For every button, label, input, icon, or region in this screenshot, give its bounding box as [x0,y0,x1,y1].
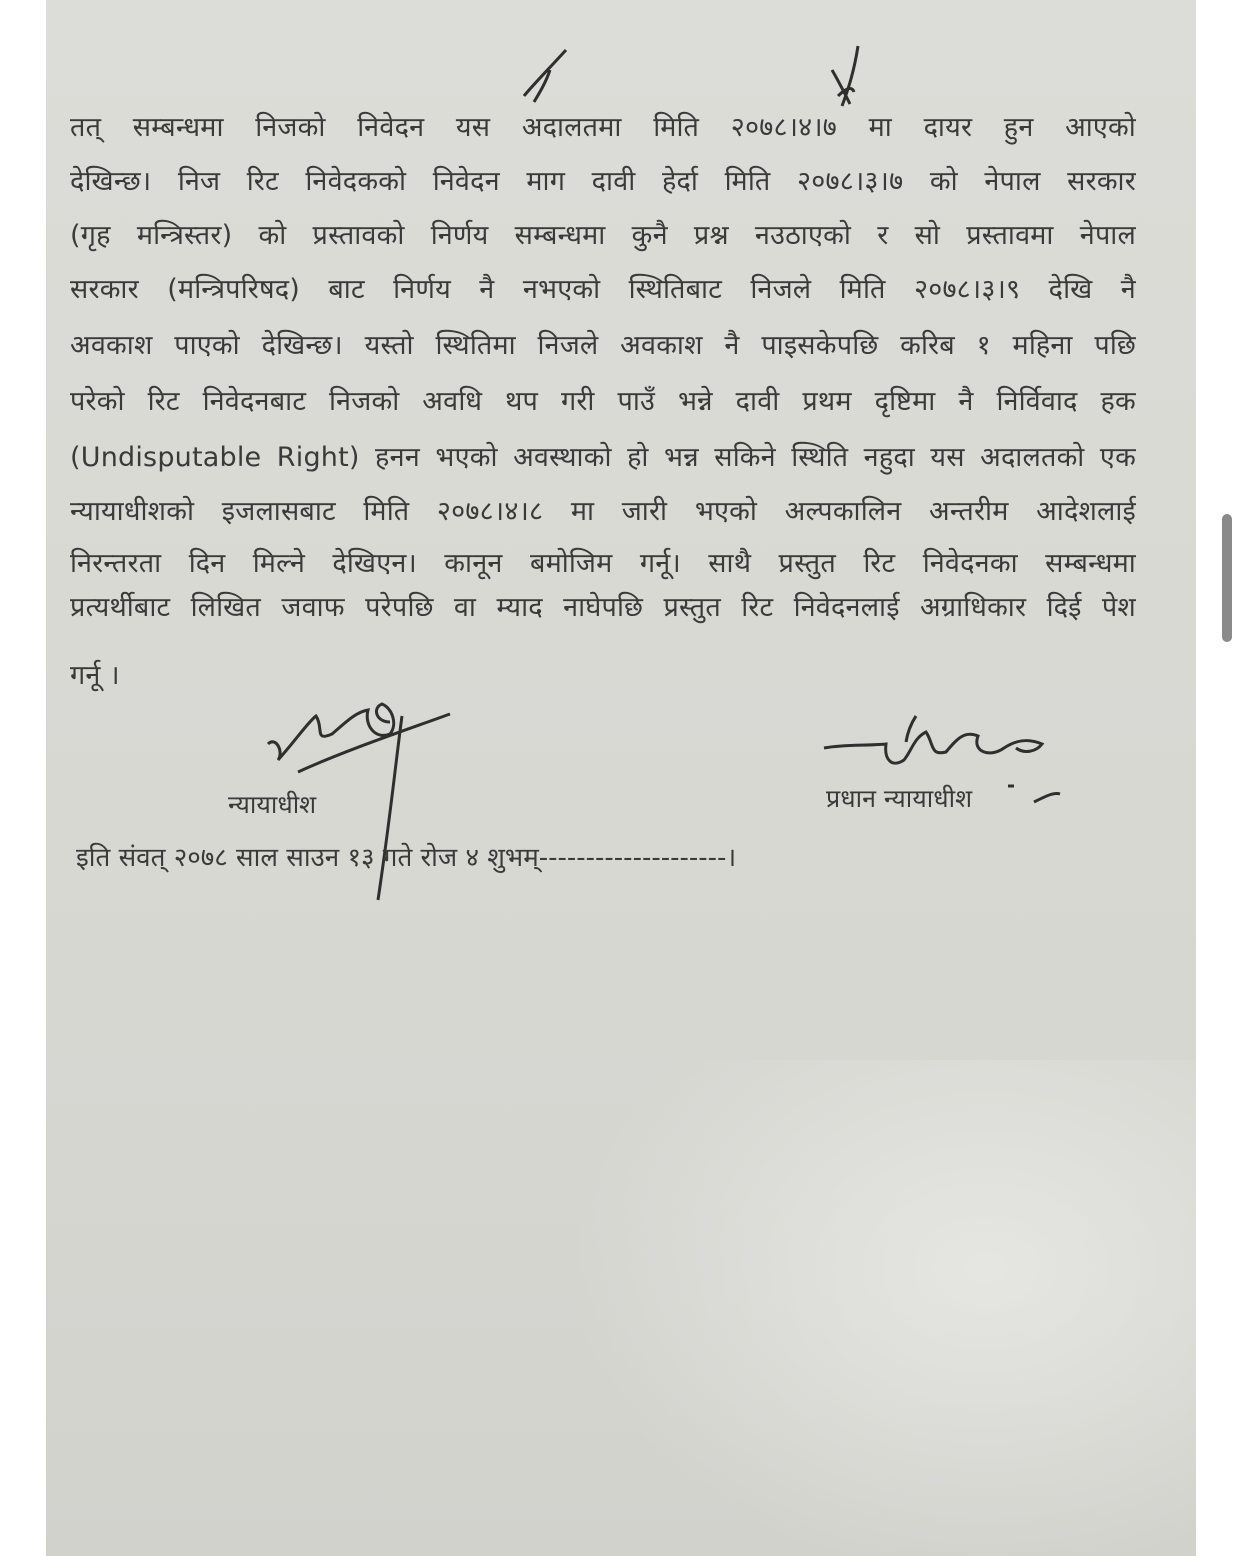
judge-label: न्यायाधीश [228,790,317,819]
paragraph-line-9: निरन्तरता दिन मिल्ने देखिएन। कानून बमोजिम गर्नू। साथै प्रस्तुत रिट निवेदनका सम्बन्धमा [70,548,1136,579]
initial-mark-2 [832,46,858,106]
paragraph-line-8: न्यायाधीशको इजलासबाट मिति २०७८।४।८ मा जारी भएको अल्पकालिन अन्तरीम आदेशलाई [70,496,1136,527]
paragraph-line-10: प्रत्यर्थीबाट लिखित जवाफ परेपछि वा म्याद नाघेपछि प्रस्तुत रिट निवेदनलाई अग्राधिकार दिई पेश [70,592,1136,623]
paragraph-line-11: गर्नू । [70,660,120,691]
paragraph-line-1: तत् सम्बन्धमा निजको निवेदन यस अदालतमा मिति २०७८।४।७ मा दायर हुन आएको [70,112,1136,143]
scrollbar-thumb[interactable] [1222,514,1232,642]
document-page [46,0,1196,1556]
chief-justice-label: प्रधान न्यायाधीश [826,784,973,813]
paragraph-line-6: परेको रिट निवेदनबाट निजको अवधि थप गरी पाउँ भन्ने दावी प्रथम दृष्टिमा नै निर्विवाद हक [70,386,1136,417]
paragraph-line-3: (गृह मन्त्रिस्तर) को प्रस्तावको निर्णय सम्बन्धमा कुनै प्रश्न नउठाएको र सो प्रस्तावमा नेपाल [70,220,1136,251]
paragraph-line-2: देखिन्छ। निज रिट निवेदकको निवेदन माग दावी हेर्दा मिति २०७८।३।७ को नेपाल सरकार [70,166,1136,197]
paragraph-line-4: सरकार (मन्त्रिपरिषद) बाट निर्णय नै नभएको स्थितिबाट निजले मिति २०७८।३।९ देखि नै [70,274,1136,305]
paragraph-line-7: (Undisputable Right) हनन भएको अवस्थाको हो भन्न सकिने स्थिति नहुदा यस अदालतको एक [70,442,1136,473]
initial-mark-1 [524,50,566,102]
closing-line: इति संवत् २०७८ साल साउन १३ गते रोज ४ शुभम्--------------------। [76,843,737,873]
paragraph-line-5: अवकाश पाएको देखिन्छ। यस्तो स्थितिमा निजले अवकाश नै पाइसकेपछि करिब १ महिना पछि [70,330,1136,361]
